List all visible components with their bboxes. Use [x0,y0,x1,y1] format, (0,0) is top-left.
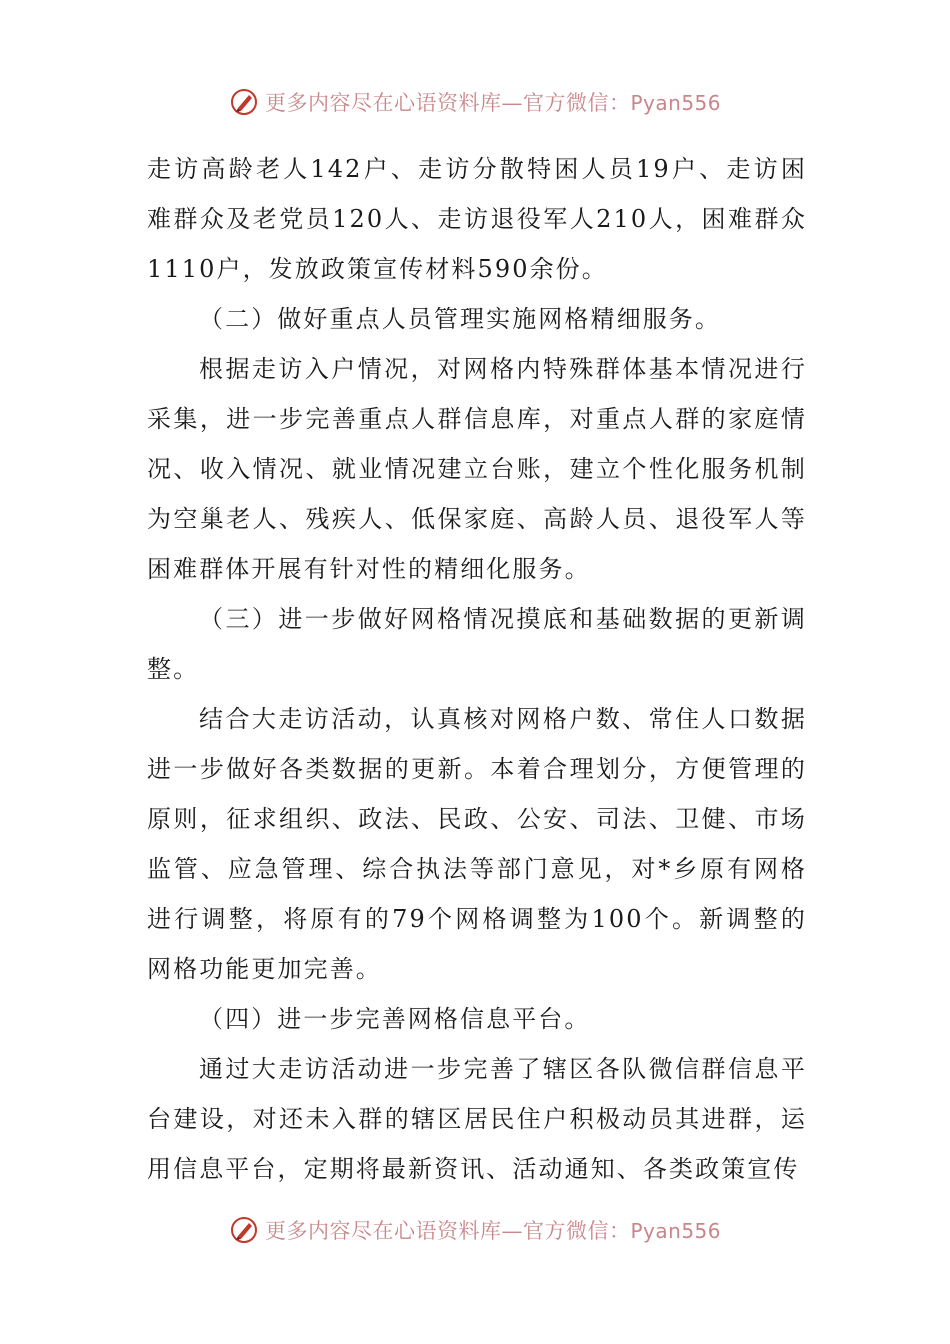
paragraph-continuation: 走访高龄老人142户、走访分散特困人员19户、走访困难群众及老党员120人、走访退役军人210人，困难群众1110户，发放政策宣传材料590余份。 [147,155,807,283]
section-heading-2: （二）做好重点人员管理实施网格精细服务。 [199,305,721,333]
watermark-text: 更多内容尽在心语资料库—官方微信：Pyan556 [264,91,721,115]
paragraph-body: 通过大走访活动进一步完善了辖区各队微信群信息平台建设，对还未入群的辖区居民住户积极动员其进群，运用信息平台，定期将最新资讯、活动通知、各类政策宣传 [147,1055,807,1183]
watermark-wechat-id: Pyan556 [630,91,721,115]
section-heading-4: （四）进一步完善网格信息平台。 [199,1005,591,1033]
pen-logo-icon [229,87,259,117]
watermark-header [0,82,950,122]
document-body [147,144,807,1194]
watermark-footer [0,1210,950,1250]
paragraph-body: 根据走访入户情况，对网格内特殊群体基本情况进行采集，进一步完善重点人群信息库，对重点人群的家庭情况、收入情况、就业情况建立台账，建立个性化服务机制为空巢老人、残疾人、低保家庭、高龄人员、退役军人等困难群体开展有针对性的精细化服务。 [147,355,807,583]
pen-logo-icon [229,1215,259,1245]
watermark-text: 更多内容尽在心语资料库—官方微信：Pyan556 [264,1219,721,1243]
paragraph-body: 结合大走访活动，认真核对网格户数、常住人口数据进一步做好各类数据的更新。本着合理划分，方便管理的原则，征求组织、政法、民政、公安、司法、卫健、市场监管、应急管理、综合执法等部门意见，对*乡原有网格进行调整，将原有的79个网格调整为100个。新调整的网格功能更加完善。 [147,705,807,983]
watermark-wechat-id: Pyan556 [630,1219,721,1243]
section-heading-3: （三）进一步做好网格情况摸底和基础数据的更新调整。 [147,605,807,683]
